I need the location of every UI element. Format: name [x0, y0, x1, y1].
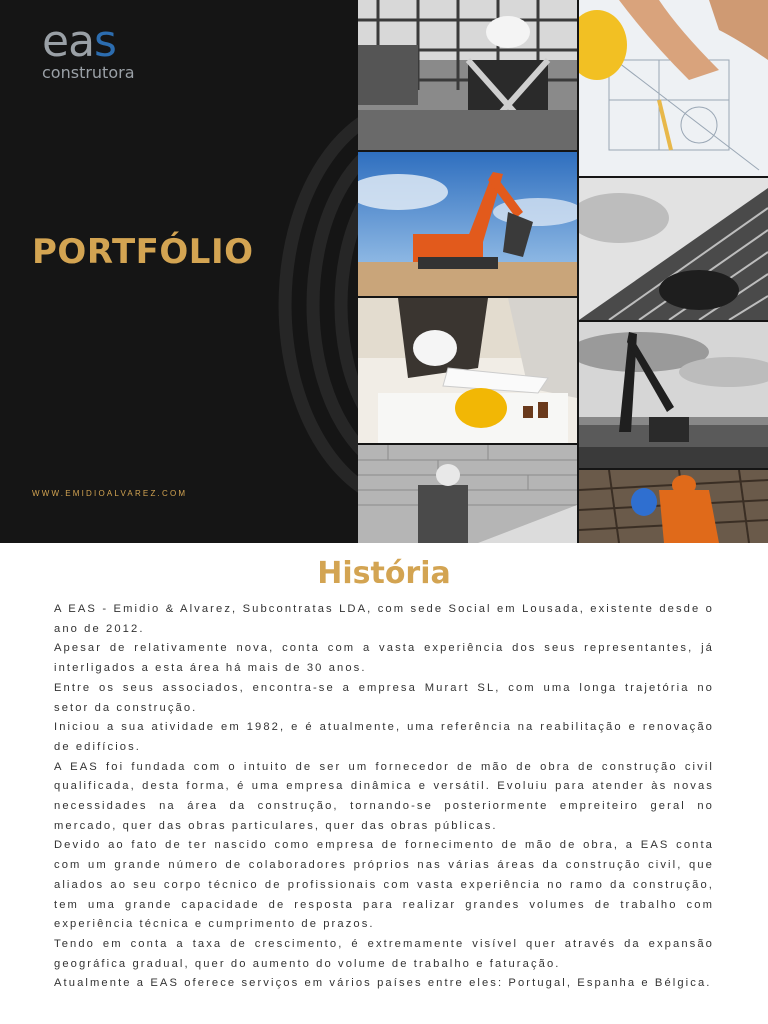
history-paragraph: A EAS - Emidio & Alvarez, Subcontratas LDA, com sede Social em Lousada, existente desde o ano de 2012. — [54, 603, 714, 635]
eas-logo — [42, 16, 135, 82]
history-paragraph: Atualmente a EAS oferece serviços em vários países entre eles: Portugal, Espanha e Bélgica. — [54, 977, 712, 990]
history-paragraph: Tendo em conta a taxa de crescimento, é extremamente visível quer através da expansão geográfica gradual, quer do aumento do volume de trabalho e faturação. — [54, 937, 714, 970]
history-heading: História — [317, 556, 451, 591]
website-url: WWW.EMIDIOALVAREZ.COM — [32, 489, 188, 498]
photo-blueprints — [579, 0, 768, 176]
photo-bricklayer — [358, 445, 577, 543]
photo-worker-hardhat — [358, 0, 577, 150]
decorative-rings — [115, 85, 358, 525]
hero-panel — [0, 0, 358, 543]
logo-subtitle: construtora — [42, 63, 135, 82]
photo-plans-helmet — [358, 298, 577, 443]
history-paragraph: A EAS foi fundada com o intuito de ser um fornecedor de mão de obra de construção civil qualificada, desta forma, é uma empresa dinâmica e versátil. Evoluiu para atender às novas necessidades na área da construção, tornando-se posteriormente empreiteiro geral no mercado, quer das obras particulares, quer das obras públicas. — [54, 760, 714, 832]
history-paragraph: Iniciou a sua atividade em 1982, e é atualmente, uma referência na reabilitação e renovação de edifícios. — [54, 721, 714, 753]
history-body — [54, 600, 714, 994]
logo-main-text: ea — [42, 16, 95, 67]
history-paragraph: Devido ao fato de ter nascido como empresa de fornecimento de mão de obra, a EAS conta com um grande número de colaboradores próprios nas várias áreas da construção civil, que aliados ao seu corpo técnico de profissionais com vasta experiência no ramo da construção, tem uma grande capacidade de resposta para realizar grandes volumes de trabalho com experiência técnica e cumprimento de prazos. — [54, 839, 714, 931]
photo-excavator-bw — [579, 322, 768, 468]
photo-building — [579, 178, 768, 320]
logo-accent-text: s — [94, 16, 116, 67]
photo-excavator — [358, 152, 577, 296]
history-paragraph: Apesar de relativamente nova, conta com a vasta experiência dos seus representantes, já interligados a esta área há mais de 30 anos. — [54, 642, 714, 675]
page-title: PORTFÓLIO — [32, 232, 254, 272]
photo-workers-rebar — [579, 470, 768, 543]
history-paragraph: Entre os seus associados, encontra-se a empresa Murart SL, com uma longa trajetória no setor da construção. — [54, 681, 714, 714]
